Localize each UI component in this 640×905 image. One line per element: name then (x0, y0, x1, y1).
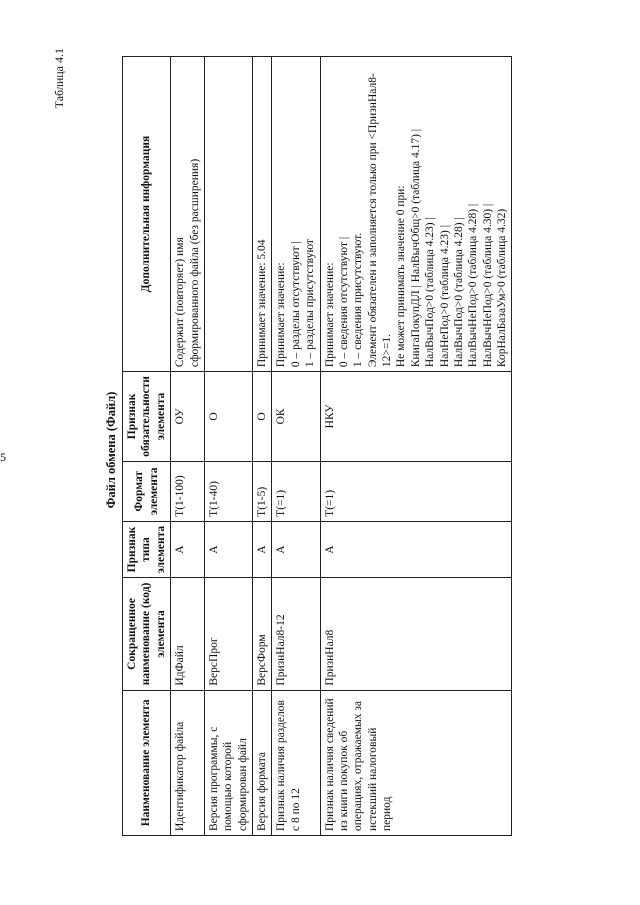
cell-required: О (204, 372, 252, 462)
cell-format: T(1-5) (253, 461, 272, 521)
cell-code: ВерсПрог (204, 578, 252, 690)
cell-name: Идентификатор файла (171, 690, 205, 835)
table-row (171, 57, 205, 836)
cell-code: ВерсФорм (253, 578, 272, 690)
info-line: Принимает значение: (323, 262, 336, 368)
info-line: КнигаПокупДЛ | НалВычОбщ>0 (таблица 4.17) | НалВычПод>0 (таблица 4.23) | (409, 128, 437, 368)
cell-required: НКУ (320, 372, 512, 462)
info-line: НалВычНеПод>0 (таблица 4.30) | (481, 203, 494, 368)
cell-info (253, 57, 272, 372)
cell-name: Версия формата (253, 690, 272, 835)
cell-code: ПризнНал8 (320, 578, 512, 690)
elements-table (122, 56, 512, 836)
header-type: Признак типа элемента (123, 521, 171, 577)
info-line: Не может принимать значение 0 при: (395, 185, 408, 368)
cell-info (320, 57, 512, 372)
cell-format: T(1-100) (171, 461, 205, 521)
table-row (204, 57, 252, 836)
table-caption: Файл обмена (Файл) (104, 391, 118, 509)
cell-info (204, 57, 252, 372)
info-line: Содержит (повторяет) имя (174, 237, 187, 368)
table-row (320, 57, 512, 836)
cell-name: Признак наличия сведений из книги покупок об операциях, отражаемых за истекший налоговый период (320, 690, 512, 835)
header-info: Дополнительная информация (123, 57, 171, 372)
cell-info (272, 57, 320, 372)
info-line: НалНеПод>0 (таблица 4.23) | (438, 224, 451, 368)
header-format: Формат элемента (123, 461, 171, 521)
cell-name: Признак наличия разделов с 8 по 12 (272, 690, 320, 835)
cell-format: T(=1) (272, 461, 320, 521)
info-line: сформированного файла (без расширения) (188, 158, 201, 368)
header-name: Наименование элемента (123, 690, 171, 835)
rotated-page (40, 30, 600, 870)
cell-type: А (272, 521, 320, 577)
info-line: 0 – сведения отсутствуют | (337, 236, 350, 368)
table-label: Таблица 4.1 (52, 48, 66, 109)
cell-required: ОУ (171, 372, 205, 462)
header-code: Сокращенное наименование (код) элемента (123, 578, 171, 690)
info-line: Принимает значение: (275, 262, 288, 368)
cell-name: Версия программы, с помощью которой сформирован файл (204, 690, 252, 835)
cell-format: T(1-40) (204, 461, 252, 521)
info-line: НалВычНеПод>0 (таблица 4.28) | (467, 203, 480, 368)
info-line: Принимает значение: 5.04 (256, 239, 268, 368)
info-line: 1 – сведения присутствуют. (352, 232, 365, 368)
cell-required: О (253, 372, 272, 462)
cell-type: А (204, 521, 252, 577)
info-line: КорНалБазаУм>0 (таблица 4.32) (496, 208, 508, 368)
cell-type: А (171, 521, 205, 577)
cell-code: ИдФайл (171, 578, 205, 690)
cell-type: А (320, 521, 512, 577)
info-line: Элемент обязателен и заполняется только при <ПризнНал8-12>=1. (366, 73, 393, 368)
table-row (253, 57, 272, 836)
page-number: 5 (0, 450, 6, 464)
info-line: 1 – разделы присутствуют (304, 239, 317, 368)
header-required: Признак обязательности элемента (123, 372, 171, 462)
table-row (272, 57, 320, 836)
cell-type: А (253, 521, 272, 577)
cell-code: ПризнНал8-12 (272, 578, 320, 690)
cell-required: ОК (272, 372, 320, 462)
header-row (123, 57, 171, 836)
cell-info (171, 57, 205, 372)
info-line: НалВычПод>0 (таблица 4.28) | (452, 217, 465, 368)
cell-format: T(=1) (320, 461, 512, 521)
info-line: 0 – разделы отсутствуют | (289, 241, 302, 368)
